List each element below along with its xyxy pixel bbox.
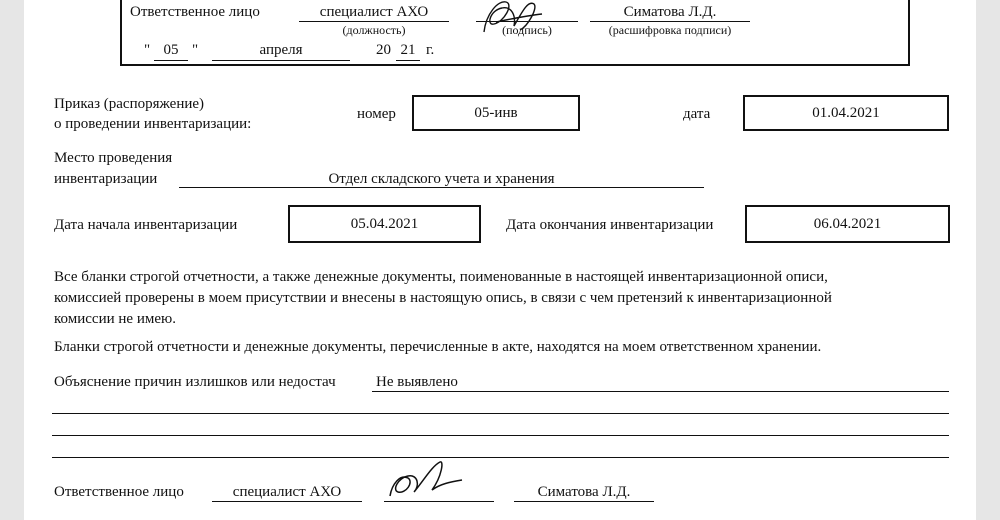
order-label-line2: о проведении инвентаризации:: [54, 116, 252, 132]
top-name-caption: (расшифровка подписи): [608, 23, 732, 37]
date-year-line: [396, 60, 420, 61]
statement-line1: Все бланки строгой отчетности, а также денежные документы, поименованные в настоящей инвентаризационной описи,: [54, 269, 828, 285]
bottom-responsible-label: Ответственное лицо: [54, 484, 184, 500]
statement-line2: комиссией проверены в моем присутствии и внесены в настоящую опись, в связи с чем претензий к инвентаризационной: [54, 290, 832, 306]
bottom-position-line: [212, 501, 362, 502]
bottom-signature-line: [384, 501, 494, 502]
order-number-field[interactable]: 05-инв: [412, 95, 580, 131]
explanation-line-3: [52, 435, 949, 436]
date-month-line: [212, 60, 350, 61]
bottom-name-value: Симатова Л.Д.: [537, 484, 631, 500]
date-day: 05: [163, 42, 179, 58]
statement-line3: комиссии не имею.: [54, 311, 176, 327]
explanation-line-1: [372, 391, 949, 392]
top-name-line: [590, 21, 750, 22]
top-signature-line: [476, 21, 578, 22]
top-position-line: [299, 21, 449, 22]
top-signature-caption: (подпись): [502, 23, 552, 37]
date-year-unit: г.: [426, 42, 435, 58]
date-quote-close: ": [192, 42, 199, 58]
start-date-field[interactable]: 05.04.2021: [288, 205, 481, 243]
explanation-label: Объяснение причин излишков или недостач: [54, 374, 336, 390]
top-position-value: специалист АХО: [319, 4, 429, 20]
place-value: Отдел складского учета и хранения: [328, 171, 555, 187]
end-date-field[interactable]: 06.04.2021: [745, 205, 950, 243]
end-date-label: Дата окончания инвентаризации: [506, 217, 714, 233]
order-label-line1: Приказ (распоряжение): [54, 96, 205, 112]
explanation-line-2: [52, 413, 949, 414]
top-responsible-label: Ответственное лицо: [130, 4, 260, 20]
top-name-value: Симатова Л.Д.: [623, 4, 717, 20]
place-label-line2: инвентаризации: [54, 171, 158, 187]
explanation-line-4: [52, 457, 949, 458]
order-date-label: дата: [683, 106, 711, 122]
bottom-position-value: специалист АХО: [232, 484, 342, 500]
document-page: [24, 0, 976, 520]
place-line: [179, 187, 704, 188]
place-label-line1: Место проведения: [54, 150, 173, 166]
date-year-suffix: 21: [400, 42, 416, 58]
bottom-signature-icon: [384, 456, 468, 500]
start-date-label: Дата начала инвентаризации: [54, 217, 238, 233]
date-quote-open: ": [144, 42, 151, 58]
statement-line4: Бланки строгой отчетности и денежные документы, перечисленные в акте, находятся на моем ответственном хранении.: [54, 339, 822, 355]
date-day-line: [154, 60, 188, 61]
top-position-caption: (должность): [342, 23, 406, 37]
order-date-field[interactable]: 01.04.2021: [743, 95, 949, 131]
date-month: апреля: [259, 42, 303, 58]
explanation-value: Не выявлено: [376, 374, 458, 390]
order-number-label: номер: [357, 106, 396, 122]
date-year-prefix: 20: [376, 42, 391, 58]
bottom-name-line: [514, 501, 654, 502]
